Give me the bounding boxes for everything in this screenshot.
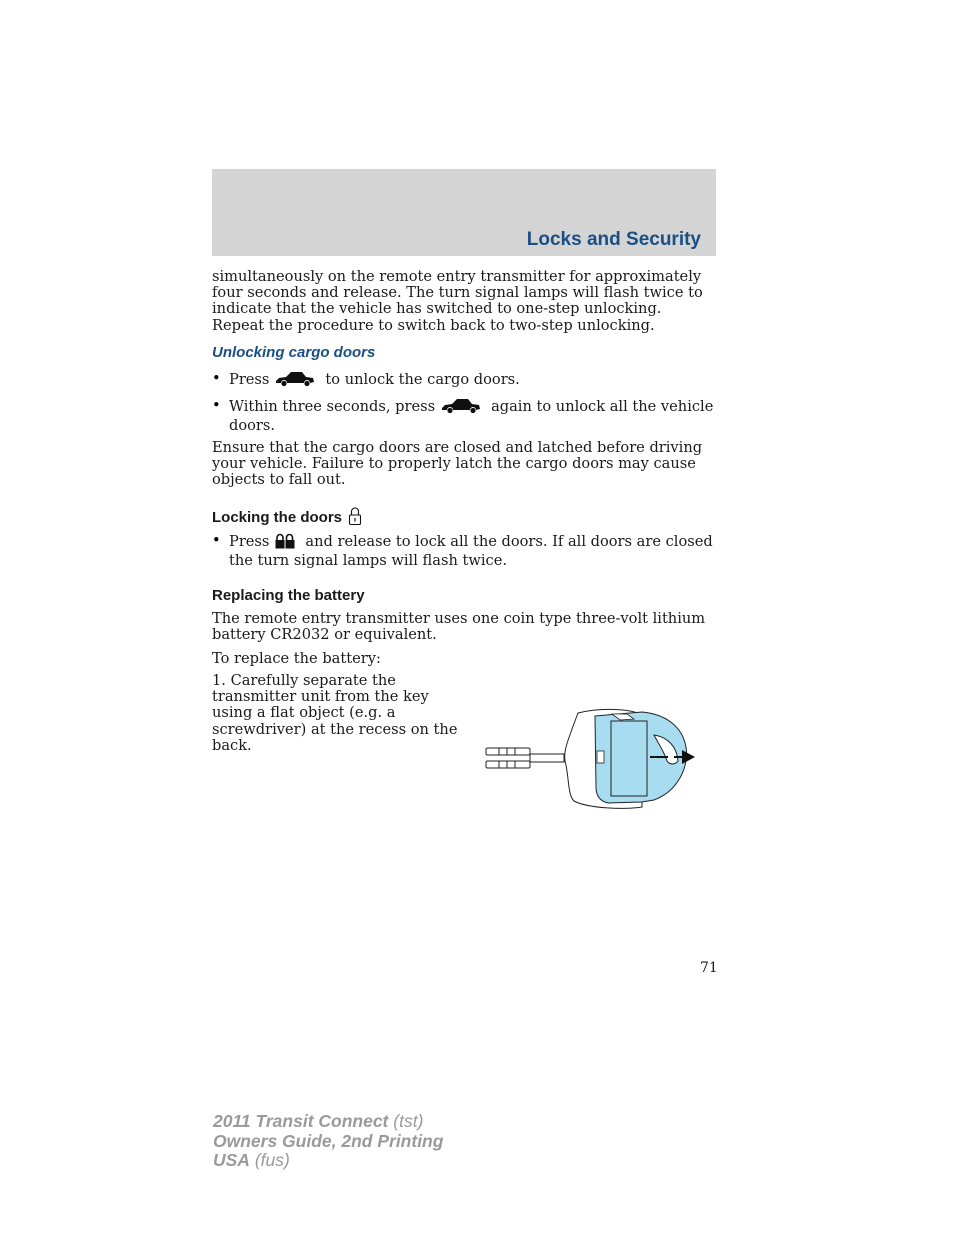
cargo-unlock-icon <box>275 371 315 391</box>
lock-button-icon <box>275 533 295 553</box>
bullet-text-after: to unlock the cargo doors. <box>325 371 520 388</box>
battery-step1-text: 1. Carefully separate the transmitter unit from the key using a flat object (e.g. a screwdriver) at the recess on the back. <box>212 672 458 754</box>
battery-compartment <box>611 721 647 796</box>
bullet-dot: • <box>212 532 221 549</box>
section-header-band <box>212 169 716 256</box>
locking-heading-text: Locking the doors <box>212 509 343 526</box>
cargo-note-text: Ensure that the cargo doors are closed and latched before driving your vehicle. Failure to properly latch the cargo doors may cause objects to fall out. <box>212 439 703 489</box>
battery-step-1 <box>212 673 464 754</box>
section-title: Locks and Security <box>526 229 701 250</box>
key-blade <box>486 748 564 768</box>
bullet-text-after: again to unlock all the vehicle doors. <box>229 398 714 435</box>
bullet-text-after: and release to lock all the doors. If all doors are closed the turn signal lamps will flash twice. <box>229 533 713 570</box>
bullet-text-before: Within three seconds, press <box>229 398 436 415</box>
bullet-text-before: Press <box>229 533 270 550</box>
bullet-text-before: Press <box>229 371 270 388</box>
footer-line-1: 2011 Transit Connect (tst) <box>213 1111 424 1131</box>
document-footer <box>213 1112 443 1171</box>
locking-doors-heading <box>212 506 362 530</box>
footer-line-2: Owners Guide, 2nd Printing <box>213 1130 444 1151</box>
intro-text: simultaneously on the remote entry transmitter for approximately four seconds and release. The turn signal lamps will flash twice to indicate that the vehicle has switched to one-step unlocking. Repeat the procedure to switch back to two-step unlocking. <box>212 268 703 334</box>
cargo-note <box>212 440 716 489</box>
lock-icon <box>348 506 362 530</box>
battery-paragraph-1 <box>212 611 716 643</box>
bullet-dot: • <box>212 397 221 414</box>
battery-p2-text: To replace the battery: <box>212 650 381 667</box>
bullet-dot: • <box>212 370 221 387</box>
transmitter-illustration <box>482 705 716 810</box>
footer-line-3: USA (fus) <box>213 1150 290 1170</box>
battery-p1-text: The remote entry transmitter uses one coin type three-volt lithium battery CR2032 or equivalent. <box>212 610 706 644</box>
cargo-unlock-icon <box>441 398 481 418</box>
battery-paragraph-2 <box>212 651 716 667</box>
unlocking-cargo-heading: Unlocking cargo doors <box>212 344 376 361</box>
replacing-battery-heading: Replacing the battery <box>212 587 365 604</box>
intro-paragraph <box>212 269 716 334</box>
page-number: 71 <box>700 960 718 976</box>
